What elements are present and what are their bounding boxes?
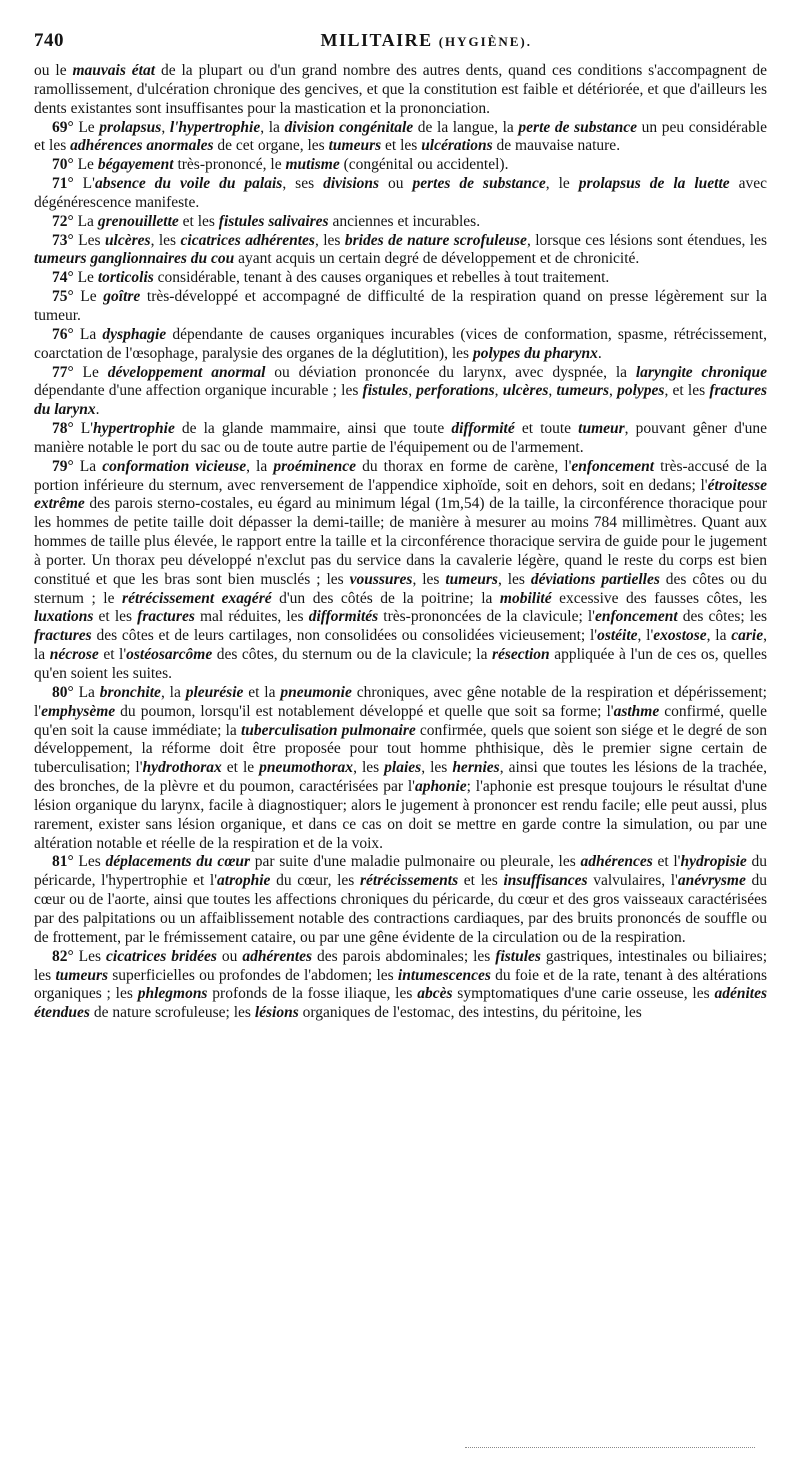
emphasized-term: polypes (617, 382, 665, 400)
emphasized-term: tumeurs (556, 382, 610, 400)
article-number: 72° (52, 212, 74, 230)
paragraph (34, 232, 767, 270)
text-run: Le (73, 363, 108, 381)
text-run: avec dégénérescence manifeste. (34, 175, 768, 211)
text-run: , pouvant gêner d'une manière notable le port du sac ou de toute autre partie de l'équipement ou de l'armement. (34, 420, 768, 456)
paragraph (34, 684, 767, 854)
text-run: ou (379, 175, 413, 193)
text-run: La (73, 325, 103, 343)
emphasized-term: résection (491, 646, 550, 664)
text-run: du foie et de la rate, tenant à des altérations organiques ; les (34, 966, 767, 1003)
text-run: Les (73, 231, 105, 249)
text-run: confirmé, quelle qu'en soit la cause immédiate; la (34, 702, 767, 739)
emphasized-term: carie (731, 627, 764, 645)
text-run: Le (73, 288, 104, 306)
text-run: des côtes, du sternum ou de la clavicule; la (212, 646, 492, 664)
emphasized-term: tumeur (578, 420, 625, 438)
text-run: , la (160, 683, 186, 701)
text-run: ou le (34, 62, 73, 79)
emphasized-term: brides de nature scrofuleuse (344, 231, 527, 249)
text-run: , les (421, 759, 453, 777)
text-run: , les (497, 570, 531, 588)
paragraph (34, 119, 767, 157)
text-run: mal réduites, les (194, 608, 309, 626)
text-run: (congénital ou accidentel). (339, 156, 509, 174)
text-run: L' (73, 420, 94, 438)
article-number: 74° (52, 269, 74, 287)
text-run: des parois sterno-costales, eu égard au minimum légal (1m,54) de la taille, la circonférence thoracique pour les hommes de petite taille doit dépasser la demi-taille; de manière à mesurer au moins 784 millimètres. Quant aux hommes de taille plus élevée, le rapport entre la taille et la circonférence thoracique servira de guide pour le jugement à porter. Un thorax peu développé n'exclut pas du service dans la cavalerie légère, quand le reste du corps est bien constitué et que les bras sont bien musclés ; les (34, 495, 767, 588)
emphasized-term: mobilité (499, 589, 552, 607)
text-run: du péricarde, l'hypertrophie et l' (34, 853, 767, 890)
text-run: ayant acquis un certain degré de développement et de chronicité. (234, 250, 640, 268)
emphasized-term: atrophie (217, 872, 271, 890)
emphasized-term: dysphagie (102, 325, 167, 343)
emphasized-term: pneumothorax (259, 759, 354, 777)
text-run: des côtes; les (677, 608, 767, 626)
text-run: . (95, 401, 100, 419)
text-run: , la (260, 118, 285, 136)
text-run: de cet organe, les (213, 137, 329, 155)
text-run: , (548, 382, 557, 400)
emphasized-term: proéminence (273, 457, 356, 475)
emphasized-term: bégayement (97, 156, 174, 174)
emphasized-term: déviations partielles (530, 570, 660, 588)
emphasized-term: tumeurs ganglionnaires du cou (34, 250, 235, 268)
text-run: valvulaires, l' (587, 872, 678, 890)
paragraph (34, 326, 767, 364)
emphasized-term: tumeurs (328, 137, 382, 155)
text-run: de mauvaise nature. (492, 137, 621, 155)
text-run: dépendante d'une affection organique incurable ; les (34, 382, 363, 400)
text-run: des parois abdominales; les (312, 947, 496, 965)
running-head-title: MILITAIRE (320, 30, 433, 50)
text-run: très-développé et accompagné de difficulté de la respiration quand on presse légèrement sur la tumeur. (34, 288, 767, 324)
emphasized-term: cicatrices bridées (106, 947, 217, 965)
text-run: de nature scrofuleuse; les (89, 1004, 255, 1022)
emphasized-term: polypes du pharynx (472, 344, 598, 362)
text-run: appliquée à l'un de ces os, quelles qu'en soient les suites. (34, 646, 768, 682)
text-run: organiques de l'estomac, des intestins, du péritoine, les (298, 1004, 642, 1022)
text-run: , ses (282, 175, 324, 193)
article-number: 80° (52, 683, 74, 701)
text-run: dépendante de causes organiques incurables (vices de conformation, spasme, rétrécissement, coarctation de l'œsophage, paralysie des organes de la déglutition), les (34, 325, 767, 362)
text-run: du cœur, les (270, 872, 360, 890)
emphasized-term: torticolis (97, 269, 154, 287)
text-run: excessive des fausses côtes, les (551, 589, 767, 607)
text-run: , la (706, 627, 732, 645)
emphasized-term: tumeurs (445, 570, 498, 588)
text-run: , la (246, 457, 274, 475)
text-run: , l' (637, 627, 654, 645)
body-text (34, 62, 767, 1023)
emphasized-term: insuffisances (503, 872, 588, 890)
text-run: La (73, 212, 98, 230)
paragraph (34, 288, 767, 326)
text-run: un peu considérable et les (34, 118, 768, 155)
article-number: 69° (52, 118, 74, 136)
footer-dotted-rule (465, 1447, 755, 1448)
emphasized-term: exostose (653, 627, 707, 645)
text-run: et l' (652, 853, 681, 871)
emphasized-term: division congénitale (284, 118, 414, 136)
emphasized-term: ulcérations (421, 137, 493, 155)
emphasized-term: ostéite (597, 627, 638, 645)
text-run: des côtes ou du sternum ; le (34, 570, 768, 607)
text-run: ; l'aphonie est presque toujours le résultat d'une lésion organique du larynx, facile à diagnostiquer; alors le jugement à prononcer est rendu facile; elle peut aussi, plus rarement, exister sans lésion organique, et dans ce cas on doit se mettre en garde contre la simulation, ou par une altération notable et réelle de la respiration et de la voix. (34, 778, 767, 852)
emphasized-term: bronchite (99, 683, 161, 701)
emphasized-term: fistules salivaires (218, 212, 329, 230)
emphasized-term: adhérences anormales (70, 137, 214, 155)
emphasized-term: laryngite chronique (635, 363, 767, 381)
emphasized-term: phlegmons (137, 985, 208, 1003)
text-run: très-prononcé, le (173, 156, 286, 174)
emphasized-term: intumescences (397, 966, 491, 984)
emphasized-term: aphonie (414, 778, 467, 796)
text-run: , les (150, 231, 181, 249)
emphasized-term: abcès (417, 985, 453, 1003)
text-run: de la langue, la (413, 118, 519, 136)
text-run: et la (243, 683, 281, 701)
text-run: Les (73, 853, 106, 871)
emphasized-term: enfoncement (571, 457, 655, 475)
paragraph (34, 364, 767, 421)
emphasized-term: mutisme (285, 156, 340, 174)
text-run: de la glande mammaire, ainsi que toute (174, 420, 452, 438)
emphasized-term: l'hypertrophie (169, 118, 261, 136)
text-run: du cœur ou de l'aorte, ainsi que toutes les affections chroniques du péricarde, du cœur et des gros vaisseaux caractérisées par des palpitations ou un affaiblissement notable des contractions cardiaques, par des bruits prononcés de souffle ou de frottement, par le frémissement cataire, ou par une gêne évidente de la circulation ou de la respiration. (34, 872, 767, 946)
emphasized-term: ulcères (502, 382, 549, 400)
text-run: ou déviation prononcée du larynx, avec dyspnée, la (265, 363, 636, 381)
emphasized-term: hernies (452, 759, 500, 777)
emphasized-term: emphysème (41, 702, 116, 720)
paragraph (34, 853, 767, 947)
paragraph (34, 62, 767, 119)
text-run: Le (73, 118, 100, 136)
text-run: et les (458, 872, 504, 890)
emphasized-term: nécrose (49, 646, 99, 664)
emphasized-term: grenouillette (97, 212, 179, 230)
emphasized-term: lésions (254, 1004, 299, 1022)
emphasized-term: adhérentes (242, 947, 313, 965)
page-header (34, 30, 767, 62)
emphasized-term: rétrécissement exagéré (122, 589, 272, 607)
text-run: , (408, 382, 417, 400)
text-run: et l' (98, 646, 127, 664)
article-number: 78° (52, 420, 74, 438)
text-run: symptomatiques d'une carie osseuse, les (452, 985, 715, 1003)
emphasized-term: mauvais état (72, 62, 156, 79)
emphasized-term: conformation vicieuse (102, 457, 247, 475)
emphasized-term: fractures (137, 608, 195, 626)
paragraph (34, 213, 767, 232)
text-run: La (73, 683, 100, 701)
text-run: , ainsi que toutes les lésions de la trachée, des bronches, de la plèvre et du poumon, caractérisées par l' (34, 759, 767, 796)
emphasized-term: déplacements du cœur (105, 853, 251, 871)
emphasized-term: pertes de substance (412, 175, 546, 193)
emphasized-term: développement anormal (107, 363, 266, 381)
emphasized-term: prolapsus (99, 118, 162, 136)
emphasized-term: hydrothorax (142, 759, 222, 777)
text-run: et toute (514, 420, 579, 438)
text-run: , lorsque ces lésions sont étendues, les (526, 231, 767, 249)
text-run: , (609, 382, 618, 400)
emphasized-term: fistules (495, 947, 541, 965)
emphasized-term: étroitesse extrême (34, 476, 767, 513)
running-head-subtitle: (HYGIÈNE). (438, 34, 532, 49)
text-run: ou (216, 947, 243, 965)
text-run: , les (412, 570, 446, 588)
text-run: et le (221, 759, 260, 777)
paragraph (34, 269, 767, 288)
emphasized-term: prolapsus de la luette (578, 175, 730, 193)
paragraph (34, 156, 767, 175)
text-run: du poumon, lorsqu'il est notablement développé et quelle que soit sa forme; l' (115, 702, 614, 720)
article-number: 81° (52, 853, 74, 871)
text-run: confirmée, quels que soient son siége et le degré de son développement, la réforme doit être proposée pour tout homme phthisique, dès le premier signe certain de tuberculisation; l' (34, 721, 768, 777)
article-number: 70° (52, 156, 74, 174)
emphasized-term: ostéosarcôme (126, 646, 213, 664)
article-number: 76° (52, 325, 74, 343)
paragraph (34, 175, 767, 213)
text-run: L' (73, 175, 95, 193)
paragraph (34, 458, 767, 684)
emphasized-term: rétrécissements (359, 872, 459, 890)
emphasized-term: adhérences (580, 853, 653, 871)
text-run: , (161, 118, 170, 136)
text-run: considérable, tenant à des causes organiques et rebelles à tout traitement. (153, 269, 610, 287)
text-run: . (597, 344, 602, 362)
text-run: , les (353, 759, 385, 777)
emphasized-term: hypertrophie (93, 420, 175, 438)
text-run: par suite d'une maladie pulmonaire ou pleurale, les (250, 853, 581, 871)
emphasized-term: anévrysme (677, 872, 746, 890)
emphasized-term: pneumonie (280, 683, 352, 701)
text-run: , (494, 382, 503, 400)
emphasized-term: fistules (362, 382, 409, 400)
article-number: 73° (52, 231, 74, 249)
paragraph (34, 420, 767, 458)
text-run: et les (381, 137, 422, 155)
article-number: 71° (52, 175, 74, 193)
emphasized-term: pleurésie (185, 683, 244, 701)
text-run: d'un des côtés de la poitrine; la (271, 589, 500, 607)
text-run: , les (314, 231, 345, 249)
emphasized-term: difformités (308, 608, 379, 626)
emphasized-term: fractures du larynx (34, 382, 768, 419)
emphasized-term: difformité (451, 420, 515, 438)
emphasized-term: voussures (349, 570, 413, 588)
emphasized-term: absence du voile du palais (94, 175, 283, 193)
emphasized-term: asthme (613, 702, 660, 720)
emphasized-term: enfoncement (594, 608, 678, 626)
emphasized-term: plaies (384, 759, 422, 777)
emphasized-term: tumeurs (55, 966, 109, 984)
emphasized-term: ulcères (104, 231, 151, 249)
text-run: superficielles ou profondes de l'abdomen; les (108, 966, 398, 984)
text-run: très-prononcées de la clavicule; l' (378, 608, 595, 626)
text-run: et les (93, 608, 138, 626)
text-run: , le (545, 175, 579, 193)
text-run: chroniques, avec gêne notable de la respiration et dépérissement; l' (34, 683, 767, 720)
text-run: des côtes et de leurs cartilages, non consolidées ou consolidées vicieusement; l' (91, 627, 598, 645)
emphasized-term: tuberculisation pulmonaire (241, 721, 416, 739)
text-run: de la plupart ou d'un grand nombre des autres dents, quand ces conditions s'accompagnent de ramollissement, d'ulcération chronique des gencives, et que la constitution est faible et détériorée, et que d'ailleurs les dents existantes sont insuffisantes pour la mastication et la prononciation. (34, 62, 767, 117)
running-head (321, 30, 533, 51)
text-run: , et les (664, 382, 710, 400)
paragraph (34, 948, 767, 1023)
text-run: , la (34, 627, 767, 664)
article-number: 82° (52, 947, 74, 965)
emphasized-term: hydropisie (680, 853, 747, 871)
text-run: profonds de la fosse iliaque, les (207, 985, 418, 1003)
text-run: du thorax en forme de carène, l' (356, 457, 572, 475)
emphasized-term: adénites étendues (34, 985, 767, 1022)
text-run: Le (73, 269, 98, 287)
text-run: gastriques, intestinales ou biliaires; les (34, 947, 768, 984)
text-run: anciennes et incurables. (328, 212, 481, 230)
emphasized-term: luxations (34, 608, 94, 626)
text-run: très-accusé de la portion inférieure du sternum, avec renversement de l'appendice xiphoïde, soit en dehors, soit en dedans; l' (34, 457, 767, 494)
article-number: 75° (52, 288, 74, 306)
emphasized-term: perforations (416, 382, 495, 400)
text-run: et les (178, 212, 219, 230)
text-run: Le (73, 156, 98, 174)
emphasized-term: perte de substance (518, 118, 637, 136)
article-number: 77° (52, 363, 74, 381)
text-run: La (73, 457, 103, 475)
text-run: Les (73, 947, 107, 965)
emphasized-term: fractures (34, 627, 92, 645)
article-number: 79° (52, 457, 74, 475)
emphasized-term: cicatrices adhérentes (180, 231, 315, 249)
emphasized-term: divisions (323, 175, 380, 193)
page-number: 740 (34, 30, 64, 51)
emphasized-term: goître (103, 288, 141, 306)
